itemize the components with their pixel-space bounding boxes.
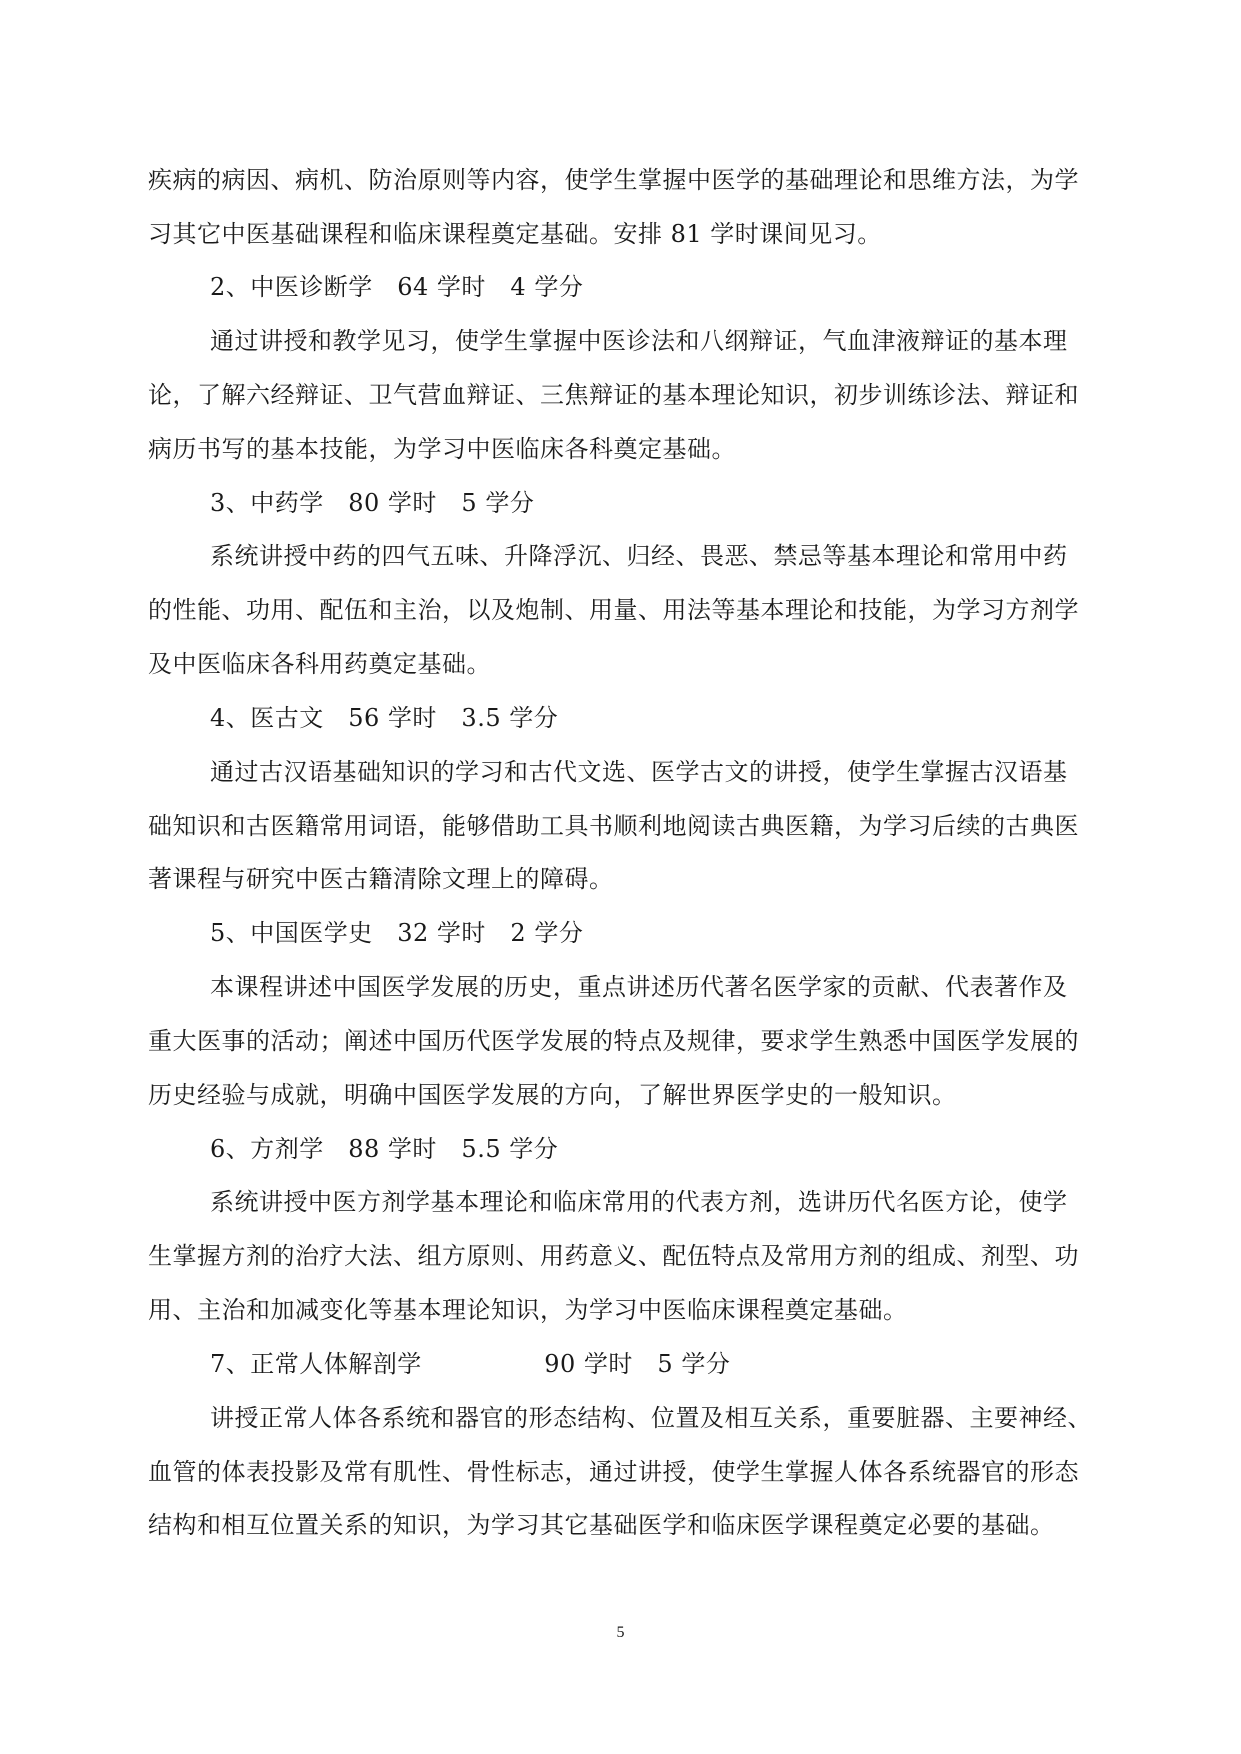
body-text-line: 通过古汉语基础知识的学习和古代文选、医学古文的讲授，使学生掌握古汉语基 — [210, 758, 1068, 786]
course-heading: 7、正常人体解剖学 90 学时 5 学分 — [210, 1350, 731, 1378]
body-text-line: 病历书写的基本技能，为学习中医临床各科奠定基础。 — [148, 435, 736, 463]
body-text-line: 论，了解六经辩证、卫气营血辩证、三焦辩证的基本理论知识，初步训练诊法、辩证和 — [148, 381, 1079, 409]
body-text-line: 讲授正常人体各系统和器官的形态结构、位置及相互关系，重要脏器、主要神经、 — [210, 1404, 1092, 1432]
body-text-line: 著课程与研究中医古籍清除文理上的障碍。 — [148, 865, 614, 893]
body-text-line: 本课程讲述中国医学发展的历史，重点讲述历代著名医学家的贡献、代表著作及 — [210, 973, 1068, 1001]
body-text-line: 通过讲授和教学见习，使学生掌握中医诊法和八纲辩证，气血津液辩证的基本理 — [210, 327, 1068, 355]
body-text-line: 疾病的病因、病机、防治原则等内容，使学生掌握中医学的基础理论和思维方法，为学 — [148, 166, 1079, 194]
course-heading: 6、方剂学 88 学时 5.5 学分 — [210, 1135, 559, 1163]
body-text-line: 及中医临床各科用药奠定基础。 — [148, 650, 491, 678]
body-text-line: 系统讲授中医方剂学基本理论和临床常用的代表方剂，选讲历代名医方论，使学 — [210, 1188, 1068, 1216]
body-text-line: 重大医事的活动；阐述中国历代医学发展的特点及规律，要求学生熟悉中国医学发展的 — [148, 1027, 1079, 1055]
body-text-line: 习其它中医基础课程和临床课程奠定基础。安排 81 学时课间见习。 — [148, 220, 882, 248]
body-text-line: 的性能、功用、配伍和主治，以及炮制、用量、用法等基本理论和技能，为学习方剂学 — [148, 596, 1079, 624]
body-text-line: 历史经验与成就，明确中国医学发展的方向，了解世界医学史的一般知识。 — [148, 1081, 957, 1109]
body-text-line: 用、主治和加减变化等基本理论知识，为学习中医临床课程奠定基础。 — [148, 1296, 908, 1324]
course-heading: 2、中医诊断学 64 学时 4 学分 — [210, 273, 584, 301]
body-text-line: 础知识和古医籍常用词语，能够借助工具书顺利地阅读古典医籍，为学习后续的古典医 — [148, 812, 1079, 840]
course-heading: 5、中国医学史 32 学时 2 学分 — [210, 919, 584, 947]
body-text-line: 结构和相互位置关系的知识，为学习其它基础医学和临床医学课程奠定必要的基础。 — [148, 1511, 1055, 1539]
body-text-line: 血管的体表投影及常有肌性、骨性标志，通过讲授，使学生掌握人体各系统器官的形态 — [148, 1458, 1079, 1486]
body-text-line: 系统讲授中药的四气五味、升降浮沉、归经、畏恶、禁忌等基本理论和常用中药 — [210, 542, 1068, 570]
course-heading: 4、医古文 56 学时 3.5 学分 — [210, 704, 559, 732]
body-text-line: 生掌握方剂的治疗大法、组方原则、用药意义、配伍特点及常用方剂的组成、剂型、功 — [148, 1242, 1079, 1270]
course-heading: 3、中药学 80 学时 5 学分 — [210, 489, 535, 517]
page-number: 5 — [616, 1624, 625, 1641]
